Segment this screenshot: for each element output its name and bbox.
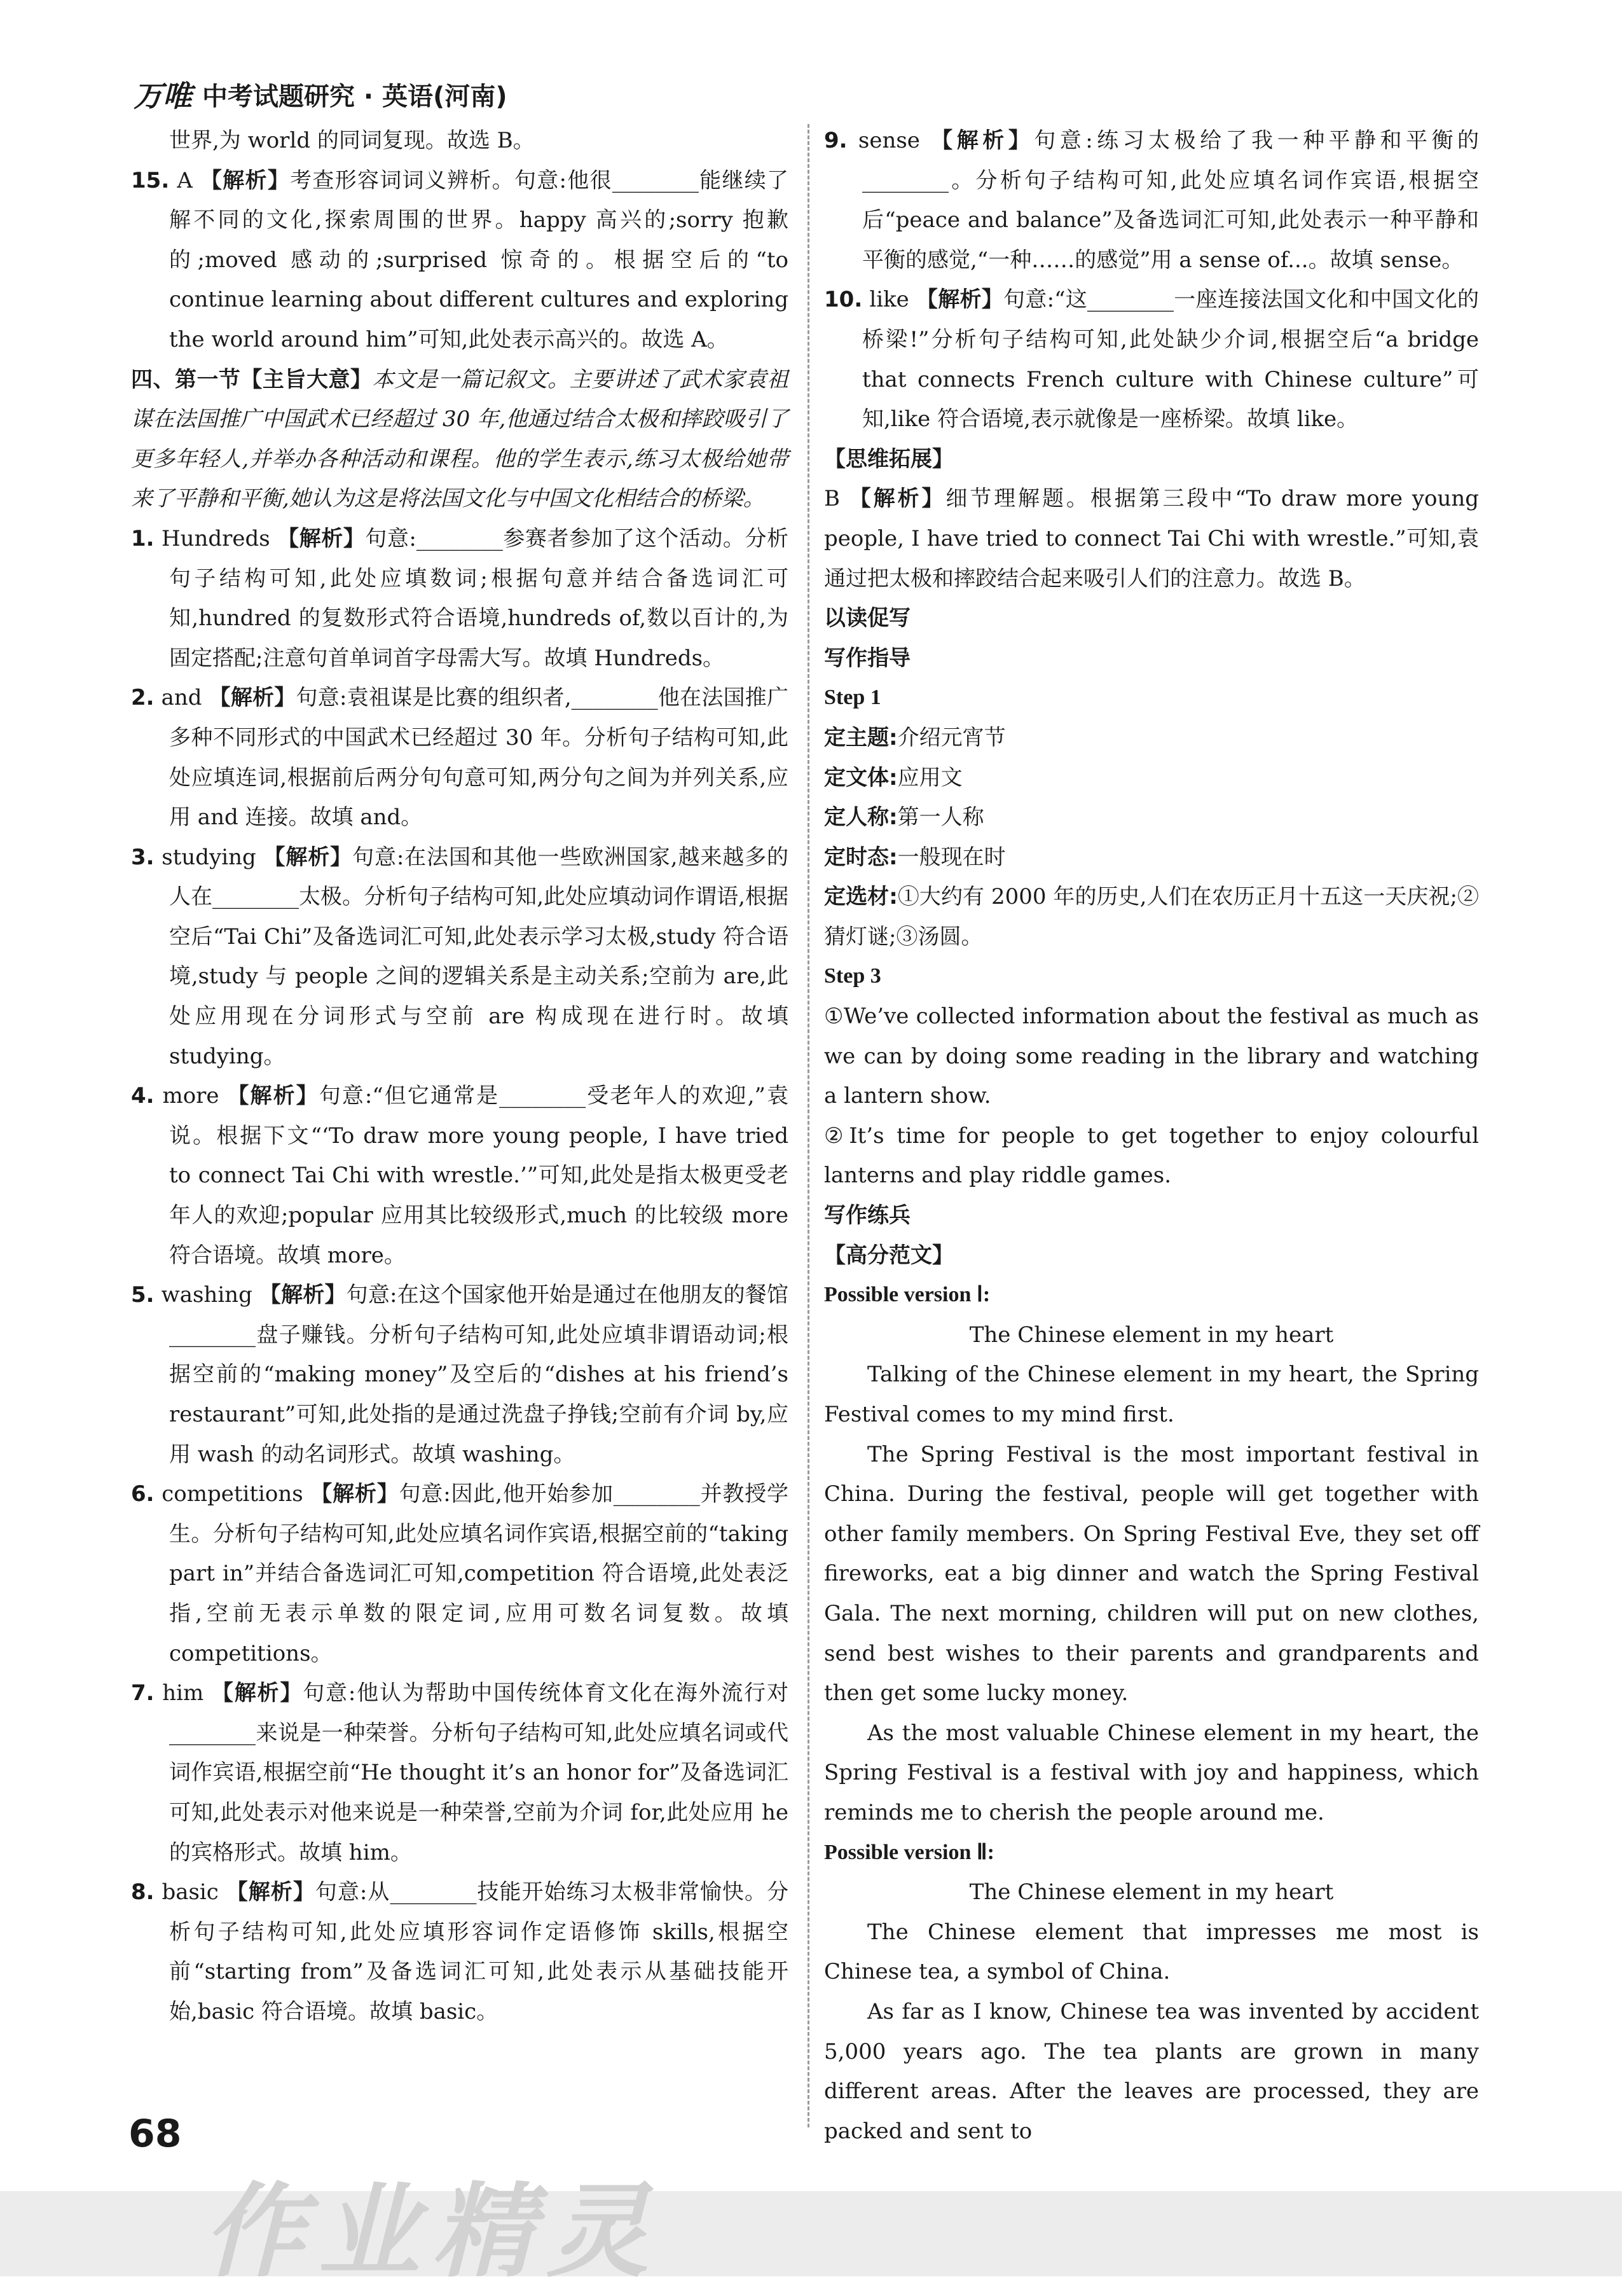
analysis-tag: 【解析】	[227, 1083, 319, 1109]
item-answer: studying	[162, 844, 256, 870]
version1-label: Possible version Ⅰ:	[824, 1283, 991, 1307]
version1-paragraph: The Spring Festival is the most important festival in China. During the festival, people will get together with other family members. On Spring Festival Eve, they set off fireworks, eat a big dinner and watch the Spring Festival Gala. The next morning, children will put on new clothes, send best wishes to their parents and grandparents and then get some lucky money.	[824, 1441, 1479, 1706]
item-text: 句意:在法国和其他一些欧洲国家,越来越多的人在________太极。分析句子结构可知,此处应填动词作谓语,根据空后“Tai Chi”及备选词汇可知,此处表示学习太极,study 符合语境,study 与 people 之间的逻辑关系是主动关系;空前为 are,此处应用现在分词形式与空前 are 构成现在进行时。故填 studying。	[169, 844, 789, 1069]
item-answer: and	[161, 685, 202, 711]
version2-paragraph: As far as I know, Chinese tea was invented by accident 5,000 years ago. The tea plants are grown in many different areas. After the leaves are processed, they are packed and sent to	[824, 1998, 1479, 2144]
item-number: 8.	[131, 1879, 155, 1905]
decision-list	[824, 718, 1479, 957]
item-answer: him	[162, 1680, 204, 1706]
question-item	[131, 1474, 788, 1673]
item-text: 句意:练习太极给了我一种平静和平衡的________。分析句子结构可知,此处应填名词作宾语,根据空后“peace and balance”及备选词汇可知,此处表示一种平静和平衡的感觉,“一种……的感觉”用 a sense of...。故填 sense。	[862, 128, 1480, 273]
question-item	[131, 678, 788, 837]
analysis-tag: 【解析】	[931, 128, 1034, 153]
column-divider	[808, 124, 809, 2127]
analysis-tag: 【解析】	[211, 1680, 303, 1706]
version2-paragraph: The Chinese element that impresses me most is Chinese tea, a symbol of China.	[824, 1919, 1479, 1985]
analysis-tag: 【解析】	[209, 685, 296, 711]
item-text: 句意:从________技能开始练习太极非常愉快。分析句子结构可知,此处应填形容词作定语修饰 skills,根据空前“starting from”及备选词汇可知,此处表示从基础技能开始,basic 符合语境。故填 basic。	[169, 1879, 789, 2024]
watermark: 作业精灵	[203, 2172, 662, 2291]
step3-heading: Step 3	[824, 964, 881, 988]
item-number: 4.	[131, 1083, 155, 1109]
practice-heading: 写作练兵	[824, 1203, 911, 1229]
left-item-list	[131, 519, 788, 2032]
item-answer: sense	[858, 128, 920, 153]
right-column	[824, 121, 1479, 2151]
section-text: 本文是一篇记叙文。主要讲述了武术家袁祖谋在法国推广中国武术已经超过 30 年,他通过结合太极和摔跤吸引了更多年轻人,并举办各种活动和课程。他的学生表示,练习太极给她带来了平静和平衡,她认为这是将法国文化与中国文化相结合的桥梁。	[131, 366, 789, 512]
question-item	[131, 1673, 788, 1872]
item-number: 1.	[131, 525, 155, 551]
model-heading: 【高分范文】	[824, 1242, 954, 1268]
item-answer: like	[869, 287, 909, 313]
item-text: 句意:他认为帮助中国传统体育文化在海外流行对________来说是一种荣誉。分析句子结构可知,此处应填名词或代词作宾语,根据空前“He thought it’s an honor for”及备选词汇可知,此处表示对他来说是一种荣誉,空前为介词 for,此处应用 he 的宾格形式。故填 him。	[169, 1680, 788, 1865]
version1-title: The Chinese element in my heart	[969, 1322, 1334, 1348]
item-number: 9.	[824, 128, 848, 153]
decision-label: 定时态:	[824, 844, 898, 870]
decision-value: 应用文	[897, 764, 963, 791]
analysis-tag: 【解析】	[226, 1879, 315, 1905]
analysis-tag: 【解析】	[263, 844, 353, 870]
decision-item	[824, 838, 1479, 878]
question-item	[131, 838, 788, 1077]
thinking-item	[824, 479, 1479, 598]
decision-item	[824, 798, 1479, 838]
analysis-tag: 【解析】	[200, 167, 291, 193]
section-summary	[131, 360, 788, 519]
question-item	[131, 519, 788, 678]
guide-heading: 写作指导	[824, 645, 911, 671]
step3-sentence-2: ②It’s time for people to get together to enjoy colourful lanterns and play riddle games.	[824, 1123, 1479, 1189]
decision-value: ①大约有 2000 年的历史,人们在农历正月十五这一天庆祝;②猜灯谜;③汤圆。	[824, 884, 1479, 950]
decision-label: 定选材:	[824, 884, 898, 910]
item-answer: washing	[161, 1282, 252, 1308]
item-number: 5.	[131, 1282, 155, 1308]
version1-paragraph: Talking of the Chinese element in my heart, the Spring Festival comes to my mind first.	[824, 1362, 1479, 1427]
analysis-tag: 【解析】	[310, 1481, 399, 1507]
question-item	[131, 161, 788, 360]
thinking-answer: B	[824, 486, 840, 512]
question-item	[824, 121, 1479, 280]
decision-item	[824, 877, 1479, 957]
item-number: 6.	[131, 1481, 155, 1507]
question-item	[131, 1076, 788, 1275]
step3-sentence-1: ①We’ve collected information about the festival as much as we can by doing some reading in the library and watching a lantern show.	[824, 1004, 1479, 1109]
decision-label: 定主题:	[824, 724, 898, 750]
decision-value: 介绍元宵节	[897, 724, 1006, 750]
book-title: 中考试题研究 · 英语(河南)	[202, 81, 507, 111]
item-answer: more	[162, 1083, 219, 1109]
right-item-list	[824, 121, 1479, 439]
version2-label: Possible version Ⅱ:	[824, 1840, 994, 1864]
left-column	[131, 121, 788, 2032]
analysis-tag: 【解析】	[277, 525, 366, 551]
page-number: 68	[128, 2112, 182, 2156]
item-number: 3.	[131, 844, 155, 870]
decision-label: 定文体:	[824, 764, 898, 791]
decision-value: 第一人称	[897, 805, 984, 831]
analysis-tag: 【解析】	[259, 1282, 347, 1308]
analysis-tag: 【解析】	[849, 486, 946, 512]
item-answer: A	[177, 167, 193, 193]
read-write-heading: 以读促写	[824, 605, 911, 632]
analysis-tag: 【解析】	[916, 287, 1004, 313]
question-item	[131, 1872, 788, 2031]
item-text: 考查形容词词义辨析。句意:他很________能继续了解不同的文化,探索周围的世界。happy 高兴的;sorry 抱歉的;moved 感动的;surprised 惊奇的。根据空后的“to continue learning about different cultures and exploring the world around him”可知,此处表示高兴的。故选 A。	[169, 167, 788, 352]
item-number: 7.	[131, 1680, 155, 1706]
item-answer: competitions	[162, 1481, 303, 1507]
version1-paragraph: As the most valuable Chinese element in my heart, the Spring Festival is a festival with joy and happiness, which reminds me to cherish the people around me.	[824, 1720, 1479, 1825]
item-text: 句意:“这________一座连接法国文化和中国文化的桥梁!”分析句子结构可知,此处缺少介词,根据空后“a bridge that connects French culture with Chinese culture”可知,like 符合语境,表示就像是一座桥梁。故填 like。	[862, 287, 1479, 432]
item-number: 10.	[824, 287, 863, 313]
thinking-text: 细节理解题。根据第三段中“To draw more young people, I have tried to connect Tai Chi with wrestle.”可知,袁通过把太极和摔跤结合起来吸引人们的注意力。故选 B。	[824, 486, 1480, 591]
item-text: 句意:“但它通常是________受老年人的欢迎,”袁说。根据下文“‘To draw more young people, I have tried to connect Tai Chi with wrestle.’”可知,此处是指太极更受老年人的欢迎;popular 应用其比较级形式,much 的比较级 more 符合语境。故填 more。	[169, 1083, 789, 1268]
decision-value: 一般现在时	[897, 844, 1006, 870]
decision-item	[824, 758, 1479, 798]
decision-label: 定人称:	[824, 805, 898, 831]
item-text: 句意:因此,他开始参加________并教授学生。分析句子结构可知,此处应填名词作宾语,根据空前的“taking part in”并结合备选词汇可知,competition 符合语境,此处表泛指,空前无表示单数的限定词,应用可数名词复数。故填 competitions。	[169, 1481, 789, 1666]
version2-title: The Chinese element in my heart	[969, 1879, 1334, 1905]
question-item	[824, 280, 1479, 439]
item-number: 15.	[131, 167, 170, 193]
page-header	[134, 69, 507, 120]
item-text: 句意:________参赛者参加了这个活动。分析句子结构可知,此处应填数词;根据句意并结合备选词汇可知,hundred 的复数形式符合语境,hundreds of,数以百计的,为固定搭配;注意句首单词首字母需大写。故填 Hundreds。	[169, 525, 788, 671]
step1-heading: Step 1	[824, 686, 881, 710]
continued-text: 世界,为 world 的同词复现。故选 B。	[169, 128, 535, 153]
section-label: 四、第一节【主旨大意】	[131, 366, 373, 392]
item-number: 2.	[131, 685, 155, 711]
item-answer: Hundreds	[161, 525, 270, 551]
item-text: 句意:在这个国家他开始是通过在他朋友的餐馆________盘子赚钱。分析句子结构可知,此处应填非谓语动词;根据空前的“making money”及空后的“dishes at his friend’s restaurant”可知,此处指的是通过洗盘子挣钱;空前有介词 by,应用 wash 的动名词形式。故填 washing。	[169, 1282, 789, 1467]
question-item	[131, 1275, 788, 1474]
item-answer: basic	[162, 1879, 219, 1905]
thinking-label: 【思维拓展】	[824, 446, 954, 472]
item-text: 句意:袁祖谋是比赛的组织者,________他在法国推广多种不同形式的中国武术已经超过 30 年。分析句子结构可知,此处应填连词,根据前后两分句句意可知,两分句之间为并列关系,应用 and 连接。故填 and。	[169, 685, 789, 831]
decision-item	[824, 718, 1479, 758]
brand-logo: 万唯	[134, 79, 192, 113]
